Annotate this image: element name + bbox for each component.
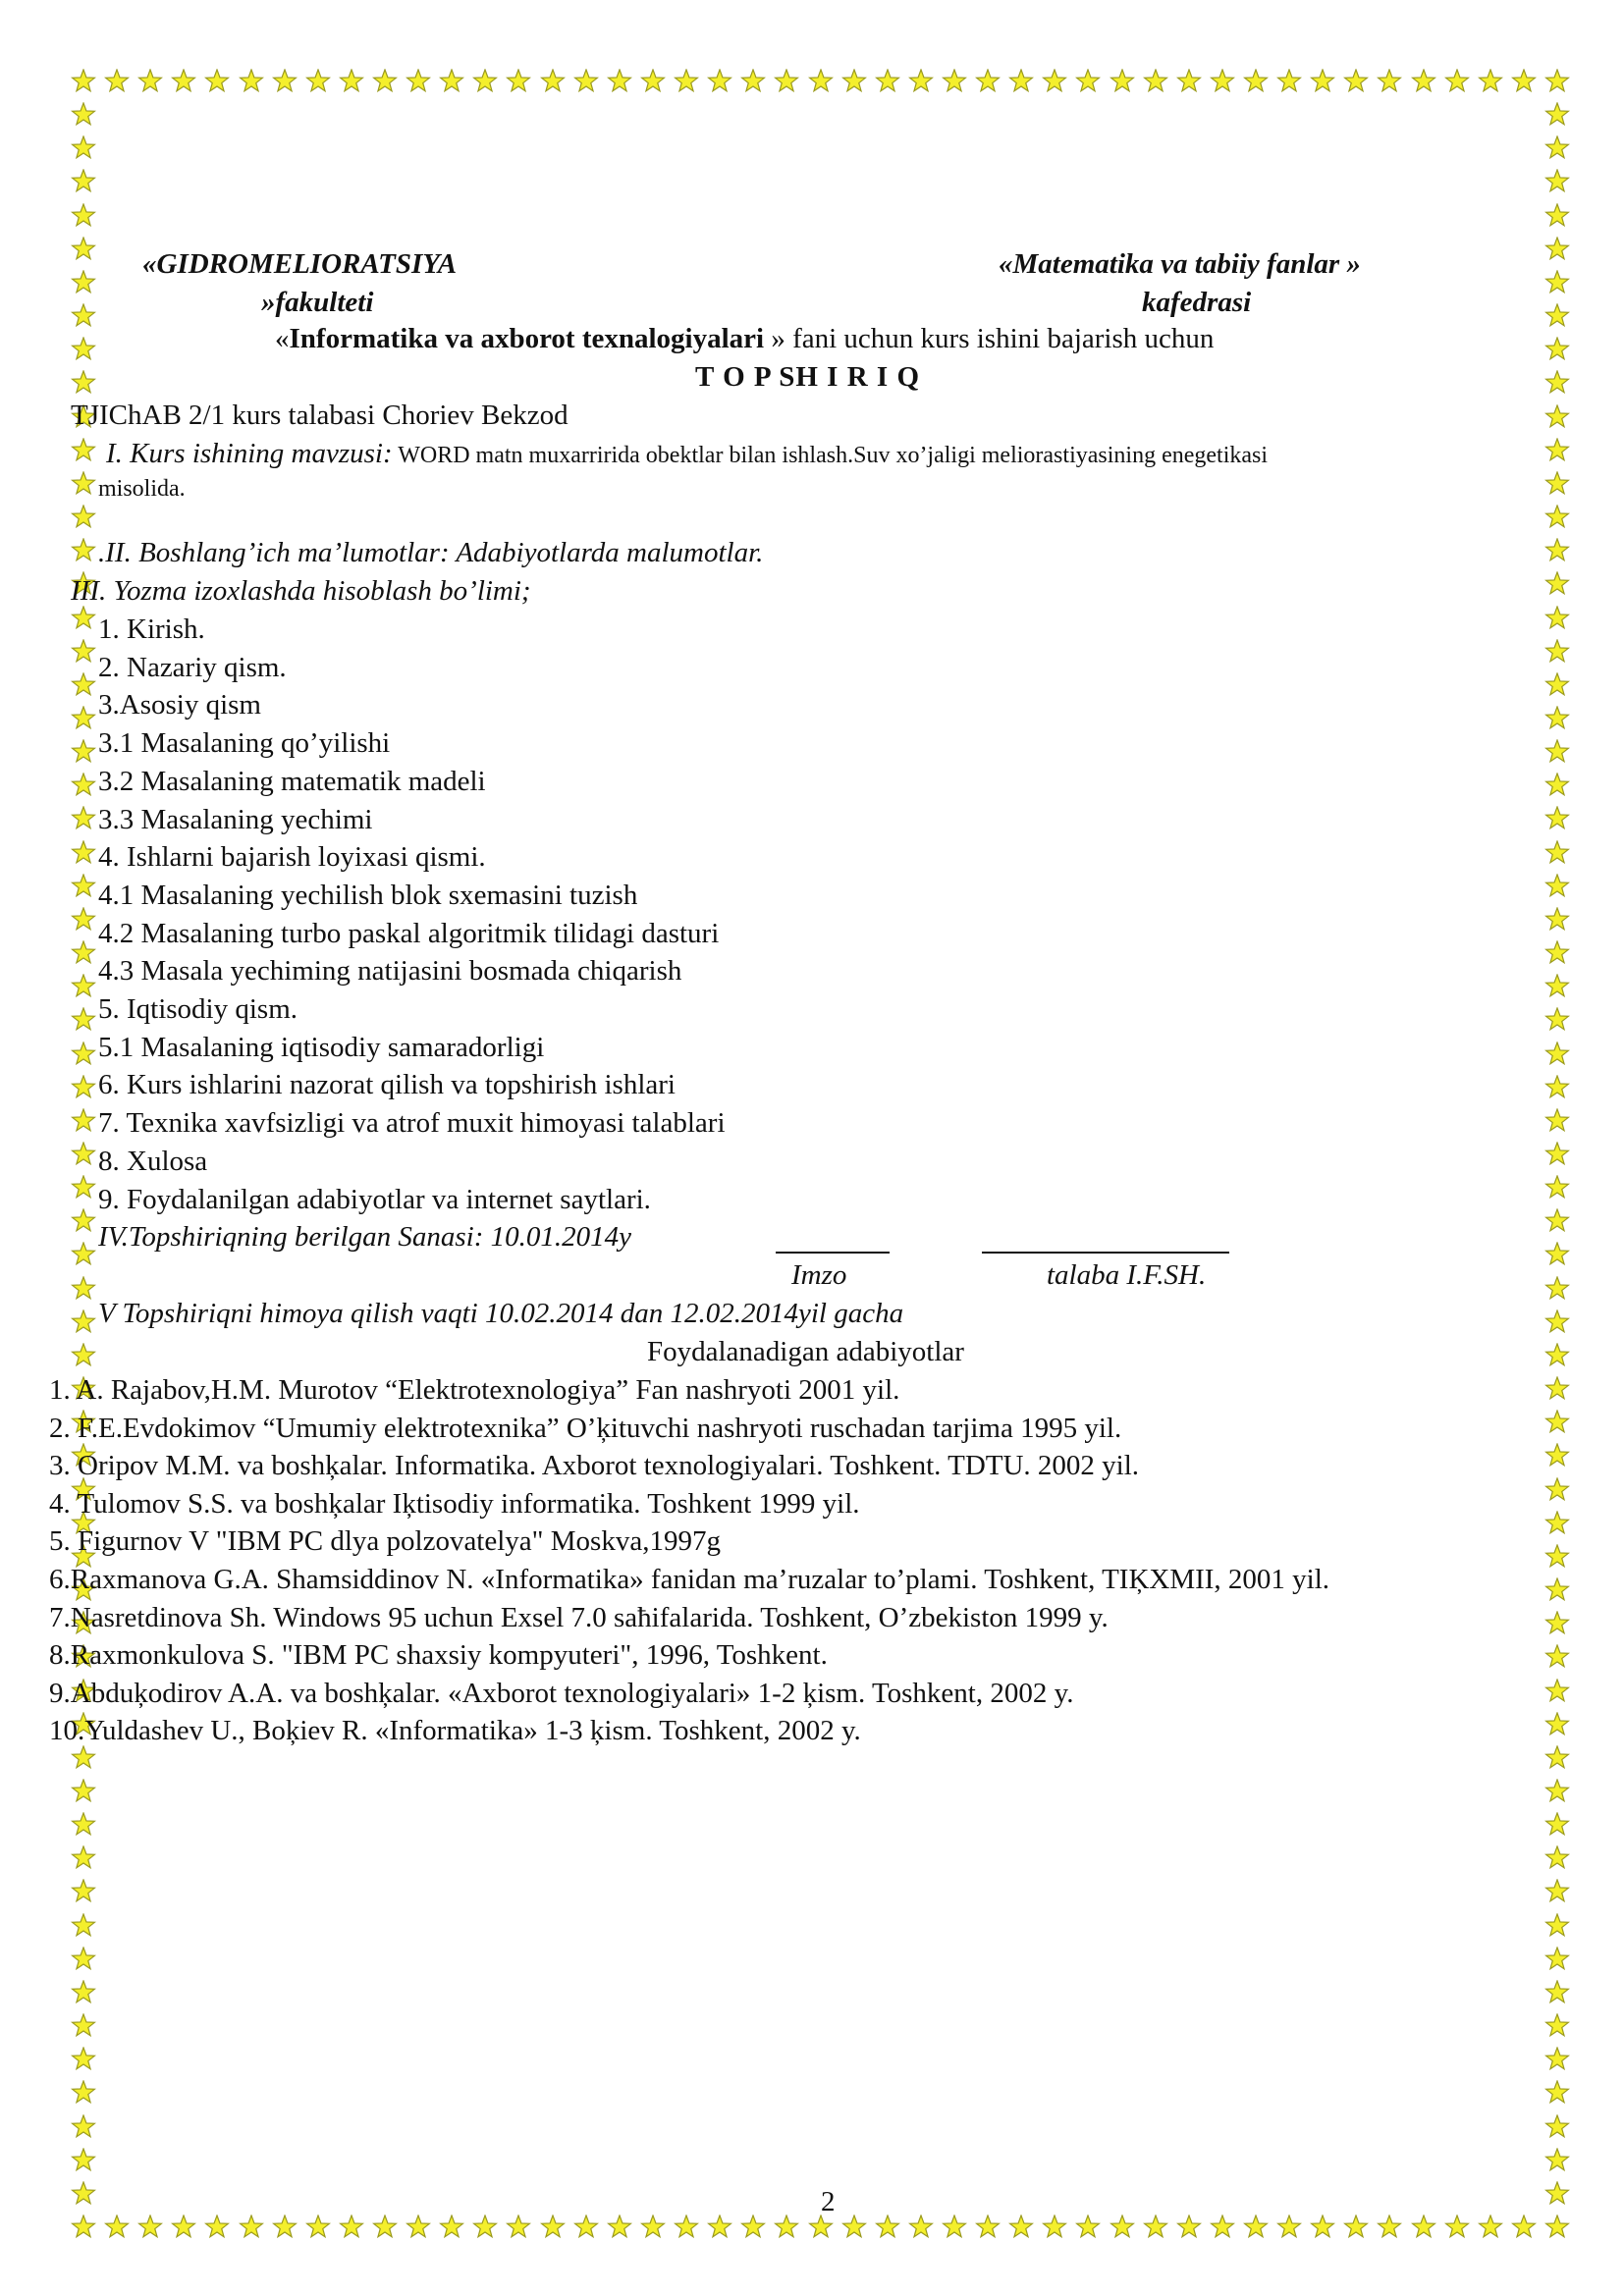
- star-icon: [71, 1309, 96, 1335]
- star-icon: [1544, 1343, 1570, 1368]
- star-icon: [71, 1947, 96, 1972]
- star-icon: [1544, 672, 1570, 698]
- star-icon: [1544, 2181, 1570, 2207]
- reference-item: 1. A. Rajabov,H.M. Murotov “Elektrotexnologiya” Fan nashryoti 2001 yil.: [49, 1374, 900, 1406]
- star-icon: [1544, 1745, 1570, 1771]
- star-icon: [1544, 2148, 1570, 2173]
- star-icon: [71, 2080, 96, 2106]
- star-icon: [975, 69, 1001, 94]
- star-icon: [1544, 1208, 1570, 1234]
- star-icon: [1544, 69, 1570, 94]
- star-icon: [1544, 606, 1570, 631]
- star-icon: [674, 2215, 699, 2240]
- star-icon: [104, 2215, 130, 2240]
- star-icon: [1176, 69, 1202, 94]
- star-icon: [1544, 1812, 1570, 1838]
- star-icon: [1008, 69, 1034, 94]
- star-icon: [305, 2215, 331, 2240]
- star-icon: [640, 2215, 666, 2240]
- course-open-quote: «: [275, 323, 290, 354]
- star-icon: [1310, 2215, 1335, 2240]
- star-icon: [1042, 2215, 1067, 2240]
- star-icon: [1544, 806, 1570, 831]
- star-icon: [1544, 404, 1570, 430]
- star-icon: [1544, 370, 1570, 396]
- star-icon: [1544, 1175, 1570, 1201]
- student-sign-blank: [982, 1250, 1229, 1254]
- star-icon: [1544, 1410, 1570, 1435]
- star-icon: [71, 1276, 96, 1302]
- star-icon: [71, 907, 96, 933]
- reference-item: 5. Figurnov V "IBM PC dlya polzovatelya" Moskva,1997g: [49, 1525, 721, 1558]
- star-icon: [1544, 974, 1570, 999]
- signature-blank: [776, 1250, 890, 1254]
- document-title: T O P SH I R I Q: [695, 361, 920, 393]
- topic-line: [106, 437, 1268, 472]
- star-icon: [1544, 2215, 1570, 2240]
- star-icon: [1310, 69, 1335, 94]
- star-icon: [908, 69, 934, 94]
- star-icon: [71, 1242, 96, 1267]
- student-line: TJIChAB 2/1 kurs talabasi Choriev Bekzod: [71, 400, 568, 431]
- star-icon: [71, 505, 96, 530]
- star-icon: [1210, 2215, 1235, 2240]
- defense-line: V Topshiriqni himoya qilish vaqti 10.02.2014 dan 12.02.2014yil gacha: [98, 1298, 904, 1329]
- contents-item: 9. Foydalanilgan adabiyotlar va internet saytlari.: [98, 1183, 651, 1215]
- star-icon: [1544, 337, 1570, 362]
- star-icon: [1544, 1644, 1570, 1670]
- star-icon: [71, 840, 96, 866]
- star-icon: [1544, 1041, 1570, 1067]
- star-icon: [975, 2215, 1001, 2240]
- star-icon: [774, 69, 799, 94]
- star-icon: [71, 1007, 96, 1033]
- contents-item: 4.2 Masalaning turbo paskal algoritmik tilidagi dasturi: [98, 917, 720, 949]
- star-icon: [1544, 2013, 1570, 2039]
- star-icon: [439, 2215, 464, 2240]
- star-icon: [472, 69, 498, 94]
- star-icon: [1210, 69, 1235, 94]
- star-icon: [1544, 102, 1570, 128]
- contents-item: 4.3 Masala yechiming natijasini bosmada chiqarish: [98, 955, 682, 988]
- contents-item: 7. Texnika xavfsizligi va atrof muxit himoyasi talablari: [98, 1107, 726, 1140]
- star-icon: [71, 806, 96, 831]
- star-icon: [1544, 1108, 1570, 1134]
- star-icon: [1544, 940, 1570, 966]
- contents-item: 3.3 Masalaning yechimi: [98, 803, 373, 835]
- star-icon: [71, 2047, 96, 2072]
- contents-item: 3.2 Masalaning matematik madeli: [98, 765, 486, 797]
- references-title: Foydalanadigan adabiyotlar: [647, 1336, 964, 1367]
- star-icon: [71, 1745, 96, 1771]
- star-icon: [1377, 2215, 1402, 2240]
- star-icon: [1478, 69, 1503, 94]
- star-icon: [71, 2114, 96, 2140]
- star-icon: [71, 102, 96, 128]
- star-icon: [1544, 840, 1570, 866]
- star-icon: [1176, 2215, 1202, 2240]
- star-icon: [1544, 471, 1570, 497]
- star-icon: [104, 69, 130, 94]
- star-icon: [1276, 2215, 1302, 2240]
- star-icon: [1544, 1679, 1570, 1704]
- star-icon: [540, 2215, 566, 2240]
- initial-data-line: .II. Boshlang’ich ma’lumotlar: Adabiyotlarda malumotlar.: [98, 537, 764, 568]
- page-number: 2: [821, 2186, 836, 2217]
- star-icon: [71, 773, 96, 798]
- issue-date: IV.Topshiriqning berilgan Sanasi: 10.01.2014y: [98, 1221, 631, 1253]
- star-icon: [1544, 1075, 1570, 1100]
- star-icon: [71, 2181, 96, 2207]
- star-icon: [339, 2215, 364, 2240]
- contents-item: 5.1 Masalaning iqtisodiy samaradorligi: [98, 1031, 545, 1063]
- star-icon: [1544, 773, 1570, 798]
- reference-item: 9.Abduķodirov A.A. va boshķalar. «Axborot texnologiyalari» 1-2 ķism. Toshkent, 2002 y.: [49, 1677, 1074, 1709]
- star-icon: [1544, 1511, 1570, 1536]
- star-icon: [137, 69, 163, 94]
- star-icon: [707, 2215, 732, 2240]
- contents-item: 3.Asosiy qism: [98, 689, 261, 721]
- star-icon: [372, 69, 398, 94]
- reference-item: 10.Yuldashev U., Boķiev R. «Informatika» 1-3 ķism. Toshkent, 2002 y.: [49, 1715, 861, 1747]
- signature-label: Imzo: [791, 1259, 847, 1291]
- star-icon: [1243, 69, 1269, 94]
- star-icon: [506, 69, 531, 94]
- star-icon: [71, 1845, 96, 1871]
- reference-item: 7.Nasretdinova Sh. Windows 95 uchun Exsel 7.0 saħifalarida. Toshkent, O’zbekiston 1999 y.: [49, 1601, 1109, 1633]
- star-icon: [71, 940, 96, 966]
- course-line: [275, 322, 1214, 355]
- star-icon: [71, 438, 96, 463]
- star-icon: [71, 1142, 96, 1167]
- contents-item: 8. Xulosa: [98, 1145, 208, 1177]
- star-icon: [272, 69, 298, 94]
- department-line2: kafedrasi: [1142, 287, 1252, 318]
- star-icon: [1544, 1611, 1570, 1636]
- star-icon: [1444, 69, 1470, 94]
- star-icon: [1544, 706, 1570, 731]
- star-icon: [439, 69, 464, 94]
- star-icon: [71, 1343, 96, 1368]
- star-icon: [239, 69, 264, 94]
- star-icon: [908, 2215, 934, 2240]
- star-icon: [1544, 639, 1570, 665]
- star-icon: [1544, 438, 1570, 463]
- star-icon: [740, 2215, 766, 2240]
- star-icon: [239, 2215, 264, 2240]
- star-icon: [1243, 2215, 1269, 2240]
- topic-text: WORD matn muxarririda obektlar bilan ishlash.Suv xo’jaligi meliorastiyasining enegetikasi: [392, 443, 1269, 468]
- star-icon: [1544, 1309, 1570, 1335]
- student-sign-label: talaba I.F.SH.: [1047, 1259, 1207, 1291]
- star-icon: [71, 237, 96, 262]
- star-icon: [1544, 1544, 1570, 1570]
- star-icon: [406, 2215, 431, 2240]
- star-icon: [71, 538, 96, 563]
- star-icon: [1544, 1947, 1570, 1972]
- star-icon: [674, 69, 699, 94]
- star-icon: [1544, 1376, 1570, 1402]
- star-icon: [1511, 2215, 1537, 2240]
- star-icon: [272, 2215, 298, 2240]
- star-icon: [1544, 1142, 1570, 1167]
- star-icon: [1544, 169, 1570, 194]
- star-icon: [171, 69, 196, 94]
- star-icon: [71, 672, 96, 698]
- star-icon: [1544, 571, 1570, 597]
- star-icon: [1075, 2215, 1101, 2240]
- star-icon: [1544, 505, 1570, 530]
- star-icon: [707, 69, 732, 94]
- star-icon: [1143, 69, 1168, 94]
- topic-label: I. Kurs ishining mavzusi:: [106, 438, 393, 469]
- star-icon: [339, 69, 364, 94]
- star-icon: [71, 471, 96, 497]
- star-icon: [1008, 2215, 1034, 2240]
- star-icon: [372, 2215, 398, 2240]
- contents-item: 4.1 Masalaning yechilish blok sxemasini tuzish: [98, 879, 638, 911]
- star-icon: [540, 69, 566, 94]
- star-icon: [1075, 69, 1101, 94]
- star-icon: [71, 1108, 96, 1134]
- star-icon: [1110, 2215, 1135, 2240]
- star-icon: [71, 639, 96, 665]
- contents-item: 1. Kirish.: [98, 614, 205, 645]
- star-icon: [1544, 1443, 1570, 1468]
- star-icon: [71, 1075, 96, 1100]
- course-name: Informatika va axborot texnalogiyalari: [289, 323, 765, 354]
- reference-item: 8.Raxmonkulova S. "IBM PC shaxsiy kompyuteri", 1996, Toshkent.: [49, 1639, 828, 1672]
- star-icon: [71, 974, 96, 999]
- star-icon: [1478, 2215, 1503, 2240]
- star-icon: [1544, 1712, 1570, 1737]
- star-icon: [875, 69, 900, 94]
- star-icon: [573, 69, 599, 94]
- star-icon: [305, 69, 331, 94]
- star-icon: [1544, 303, 1570, 329]
- star-icon: [1544, 1845, 1570, 1871]
- star-icon: [942, 69, 967, 94]
- star-icon: [607, 2215, 632, 2240]
- star-icon: [841, 69, 867, 94]
- star-icon: [1544, 2114, 1570, 2140]
- star-icon: [1343, 69, 1369, 94]
- contents-item: 3.1 Masalaning qo’yilishi: [98, 727, 391, 760]
- star-icon: [71, 1980, 96, 2005]
- contents-item: 2. Nazariy qism.: [98, 651, 287, 683]
- star-icon: [1276, 69, 1302, 94]
- star-icon: [137, 2215, 163, 2240]
- star-icon: [71, 2013, 96, 2039]
- star-icon: [774, 2215, 799, 2240]
- contents-item: 5. Iqtisodiy qism.: [98, 993, 298, 1025]
- star-icon: [1544, 2080, 1570, 2106]
- star-icon: [71, 2148, 96, 2173]
- star-icon: [71, 874, 96, 899]
- star-icon: [1544, 1879, 1570, 1904]
- star-icon: [1544, 1913, 1570, 1939]
- star-icon: [1511, 69, 1537, 94]
- star-icon: [1544, 538, 1570, 563]
- star-icon: [640, 69, 666, 94]
- star-icon: [1544, 135, 1570, 161]
- star-icon: [204, 69, 230, 94]
- star-icon: [1544, 874, 1570, 899]
- star-icon: [204, 2215, 230, 2240]
- star-icon: [808, 69, 834, 94]
- star-icon: [1544, 1276, 1570, 1302]
- star-icon: [71, 270, 96, 295]
- star-icon: [1377, 69, 1402, 94]
- star-icon: [1544, 739, 1570, 765]
- star-icon: [1544, 203, 1570, 229]
- star-icon: [71, 2215, 96, 2240]
- star-icon: [71, 370, 96, 396]
- star-icon: [71, 69, 96, 94]
- reference-item: 4. Tulomov S.S. va boshķalar Iķtisodiy informatika. Toshkent 1999 yil.: [49, 1487, 860, 1520]
- star-icon: [1411, 69, 1436, 94]
- star-icon: [71, 1208, 96, 1234]
- star-icon: [1110, 69, 1135, 94]
- star-icon: [1444, 2215, 1470, 2240]
- star-icon: [71, 1175, 96, 1201]
- star-icon: [71, 739, 96, 765]
- star-icon: [1544, 1980, 1570, 2005]
- star-icon: [71, 1041, 96, 1067]
- faculty-line1: «GIDROMELIORATSIYA: [142, 248, 458, 280]
- star-icon: [1544, 1242, 1570, 1267]
- star-icon: [71, 135, 96, 161]
- star-icon: [1544, 270, 1570, 295]
- star-icon: [942, 2215, 967, 2240]
- star-icon: [1411, 2215, 1436, 2240]
- star-icon: [740, 69, 766, 94]
- star-icon: [1544, 1577, 1570, 1603]
- star-icon: [71, 1879, 96, 1904]
- reference-item: 3. Oripov M.M. va boshķalar. Informatika. Axborot texnologiyalari. Toshkent. TDTU. 2002 yil.: [49, 1450, 1140, 1482]
- star-icon: [71, 337, 96, 362]
- calc-section-line: III. Yozma izoxlashda hisoblash bo’limi;: [71, 575, 531, 607]
- star-icon: [71, 706, 96, 731]
- star-icon: [71, 1913, 96, 1939]
- star-icon: [71, 169, 96, 194]
- star-icon: [841, 2215, 867, 2240]
- star-icon: [1343, 2215, 1369, 2240]
- star-icon: [573, 2215, 599, 2240]
- star-icon: [1544, 907, 1570, 933]
- course-rest: » fani uchun kurs ishini bajarish uchun: [764, 323, 1215, 354]
- contents-item: 4. Ishlarni bajarish loyixasi qismi.: [98, 841, 486, 874]
- reference-item: 6.Raxmanova G.A. Shamsiddinov N. «Informatika» fanidan ma’ruzalar to’plami. Toshkent, TIĶXMII, 2001 yil.: [49, 1564, 1330, 1595]
- topic-text-cont: misolida.: [98, 476, 186, 502]
- star-icon: [1544, 237, 1570, 262]
- star-icon: [406, 69, 431, 94]
- star-icon: [607, 69, 632, 94]
- star-icon: [1544, 1477, 1570, 1503]
- star-icon: [1544, 2047, 1570, 2072]
- department-line1: «Matematika va tabiiy fanlar »: [999, 248, 1361, 280]
- star-icon: [1143, 2215, 1168, 2240]
- star-icon: [71, 1779, 96, 1804]
- star-icon: [875, 2215, 900, 2240]
- star-icon: [71, 1812, 96, 1838]
- faculty-line2: »fakulteti: [261, 287, 374, 318]
- reference-item: 2. F.E.Evdokimov “Umumiy elektrotexnika” O’ķituvchi nashryoti ruschadan tarjima 1995 yil.: [49, 1412, 1122, 1444]
- star-icon: [1544, 1779, 1570, 1804]
- star-icon: [506, 2215, 531, 2240]
- star-icon: [71, 203, 96, 229]
- star-icon: [472, 2215, 498, 2240]
- star-icon: [1544, 1007, 1570, 1033]
- contents-item: 6. Kurs ishlarini nazorat qilish va topshirish ishlari: [98, 1069, 676, 1101]
- star-icon: [71, 606, 96, 631]
- star-icon: [1042, 69, 1067, 94]
- star-icon: [71, 303, 96, 329]
- star-icon: [171, 2215, 196, 2240]
